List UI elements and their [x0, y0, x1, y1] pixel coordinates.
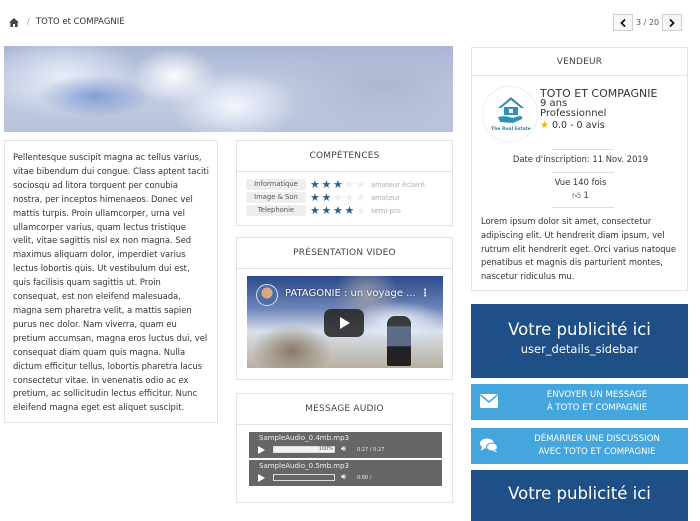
- cover-banner-image: [4, 46, 453, 132]
- ad-banner-sidebar[interactable]: [471, 304, 688, 378]
- audio-title: MESSAGE AUDIO: [237, 394, 452, 425]
- audio-progress-percent: 100%: [318, 446, 333, 452]
- more-vertical-icon[interactable]: ⋮: [420, 288, 430, 299]
- rating-text: 0.0 - 0 avis: [551, 120, 605, 131]
- chevron-left-icon: [620, 19, 626, 27]
- divider: [552, 149, 614, 150]
- chevron-right-icon: [669, 19, 675, 27]
- star-icon: ★: [344, 204, 355, 217]
- play-icon: [340, 317, 350, 329]
- video-card: [236, 237, 453, 380]
- skill-rating-stars: [310, 192, 370, 203]
- star-icon: ★: [310, 204, 320, 217]
- ad-banner-bottom[interactable]: [471, 470, 688, 521]
- star-icon: ★: [333, 204, 343, 217]
- vendor-rating: [540, 121, 657, 131]
- likes: [472, 190, 689, 201]
- skill-name: Image & Son: [246, 192, 306, 203]
- skill-name: Informatique: [246, 179, 306, 190]
- video-thumbnail-person: [387, 316, 411, 366]
- chat-bubbles-icon: [480, 438, 498, 453]
- start-discussion-line1: DÉMARRER UNE DISCUSSION: [534, 434, 660, 444]
- top-bar: [0, 0, 700, 45]
- breadcrumb-current: TOTO et COMPAGNIE: [35, 17, 125, 27]
- audio-filename: SampleAudio_0.5mb.mp3: [259, 462, 349, 470]
- view-count: Vue 140 fois: [554, 177, 607, 187]
- video-heading[interactable]: PATAGONIE : un voyage ...: [285, 288, 416, 299]
- play-icon[interactable]: [258, 474, 265, 482]
- video-title: PRÉSENTATION VIDEO: [237, 238, 452, 269]
- envelope-icon: [480, 394, 498, 408]
- audio-player: [249, 460, 442, 486]
- house-hand-icon: [496, 95, 526, 125]
- star-icon: ★: [310, 178, 320, 191]
- ad-slot-name: user_details_sidebar: [520, 342, 639, 356]
- star-icon: ★: [321, 191, 332, 204]
- vendor-bio: Lorem ipsum dolor sit amet, consectetur adipiscing elit. Ut hendrerit diam ipsum, vel rutrum elit hendrerit eget. Orci varius natoque penatibus et magnis dis parturient montes, nascetur ridiculus mu.: [481, 216, 677, 282]
- star-icon: ★: [344, 191, 355, 204]
- breadcrumb-separator: /: [27, 17, 30, 27]
- divider: [552, 172, 614, 173]
- star-icon: ★: [356, 178, 366, 191]
- next-button[interactable]: [662, 14, 682, 31]
- start-discussion-line2: AVEC TOTO ET COMPAGNIE: [538, 447, 656, 457]
- start-discussion-button[interactable]: [471, 428, 688, 464]
- skill-level: semi-pro: [371, 206, 401, 215]
- skills-card: [236, 140, 453, 226]
- audio-player: [249, 432, 442, 458]
- play-icon[interactable]: [258, 446, 265, 454]
- play-button[interactable]: [324, 309, 364, 337]
- skill-level: amateur éclairé: [371, 180, 425, 189]
- vendor-logo[interactable]: [482, 86, 538, 142]
- skills-title: COMPÉTENCES: [237, 141, 452, 172]
- send-message-button[interactable]: [471, 384, 688, 420]
- audio-time: 0:27 / 0:27: [357, 447, 385, 453]
- vendor-type: Professionnel: [540, 108, 607, 119]
- vendor-name[interactable]: TOTO ET COMPAGNIE: [540, 87, 658, 100]
- vendor-age: 9 ans: [540, 98, 568, 109]
- description-text: Pellentesque suscipit magna ac tellus varius, vitae bibendum dui congue. Class aptent taciti sociosqu ad litora torquent per conubia nostra, per inceptos himenaeos. Donec vel mattis turpis. Proin ullamcorper, urna vel ullamcorper varius, quam lectus tristique velit, vitae sagittis nisl ex non magna. Sed maximus aliquam dolor, imperdiet varius lectus lobortis quis. Ut vestibulum dui est, quis facilisis quam sagittis ut. Proin consequat, est non eleifend malesuada, magna sem pharetra velit, a mattis sapien purus nec dolor. Nam viverra, quam eu pretium accumsan, magna eros luctus dui, vel consequat diam quam quis magna. Nulla dictum efficitur tellus, lobortis pharetra lacus consectetur vitae. In venenatis odio ac ex pretium, ac sollicitudin lectus efficitur. Nunc eleifend magna eget est aliquet suscipit.: [13, 152, 209, 413]
- vendor-title: VENDEUR: [472, 48, 687, 76]
- thumbs-up-icon[interactable]: 👍︎: [572, 190, 581, 200]
- channel-avatar[interactable]: [256, 284, 278, 306]
- audio-time: 0:00 /: [357, 475, 372, 481]
- skill-row: [246, 191, 443, 204]
- star-icon: ★: [356, 191, 366, 204]
- send-message-line2: À TOTO ET COMPAGNIE: [546, 403, 648, 413]
- audio-progress-bar[interactable]: [273, 474, 335, 481]
- description-card: [4, 140, 218, 423]
- video-player[interactable]: [247, 276, 443, 368]
- skill-row: [246, 204, 443, 217]
- ad-headline: Votre publicité ici: [508, 320, 651, 339]
- home-icon[interactable]: [9, 18, 19, 27]
- prev-button[interactable]: [613, 14, 633, 31]
- star-icon: ★: [356, 204, 366, 217]
- breadcrumb: [9, 17, 125, 27]
- skills-list: [237, 172, 452, 223]
- vendor-info: [540, 89, 657, 131]
- audio-progress-bar[interactable]: [273, 446, 335, 453]
- star-icon: ★: [310, 191, 320, 204]
- star-icon: ★: [540, 120, 549, 131]
- send-message-line1: ENVOYER UN MESSAGE: [546, 390, 648, 400]
- volume-icon[interactable]: 🔊︎: [341, 444, 347, 453]
- vendor-card: [471, 47, 688, 291]
- audio-card: [236, 393, 453, 503]
- star-icon: ★: [333, 178, 343, 191]
- skill-rating-stars: [310, 179, 370, 190]
- ad-headline: Votre publicité ici: [508, 484, 651, 503]
- pager: [613, 14, 682, 31]
- audio-players: [249, 432, 442, 488]
- skill-level: amateur: [371, 193, 400, 202]
- registration-date: Date d'inscription: 11 Nov. 2019: [512, 154, 649, 164]
- skill-rating-stars: [310, 205, 370, 216]
- star-icon: ★: [321, 178, 332, 191]
- logo-caption: The Real Estate: [491, 127, 531, 132]
- skill-row: [246, 178, 443, 191]
- star-icon: ★: [333, 191, 343, 204]
- divider: [552, 207, 614, 208]
- skill-name: Telephonie: [246, 205, 306, 216]
- volume-icon[interactable]: 🔊︎: [341, 472, 347, 481]
- likes-count: 1: [583, 190, 589, 200]
- pager-count: 3 / 20: [636, 18, 660, 27]
- audio-filename: SampleAudio_0.4mb.mp3: [259, 434, 349, 442]
- star-icon: ★: [344, 178, 355, 191]
- star-icon: ★: [321, 204, 332, 217]
